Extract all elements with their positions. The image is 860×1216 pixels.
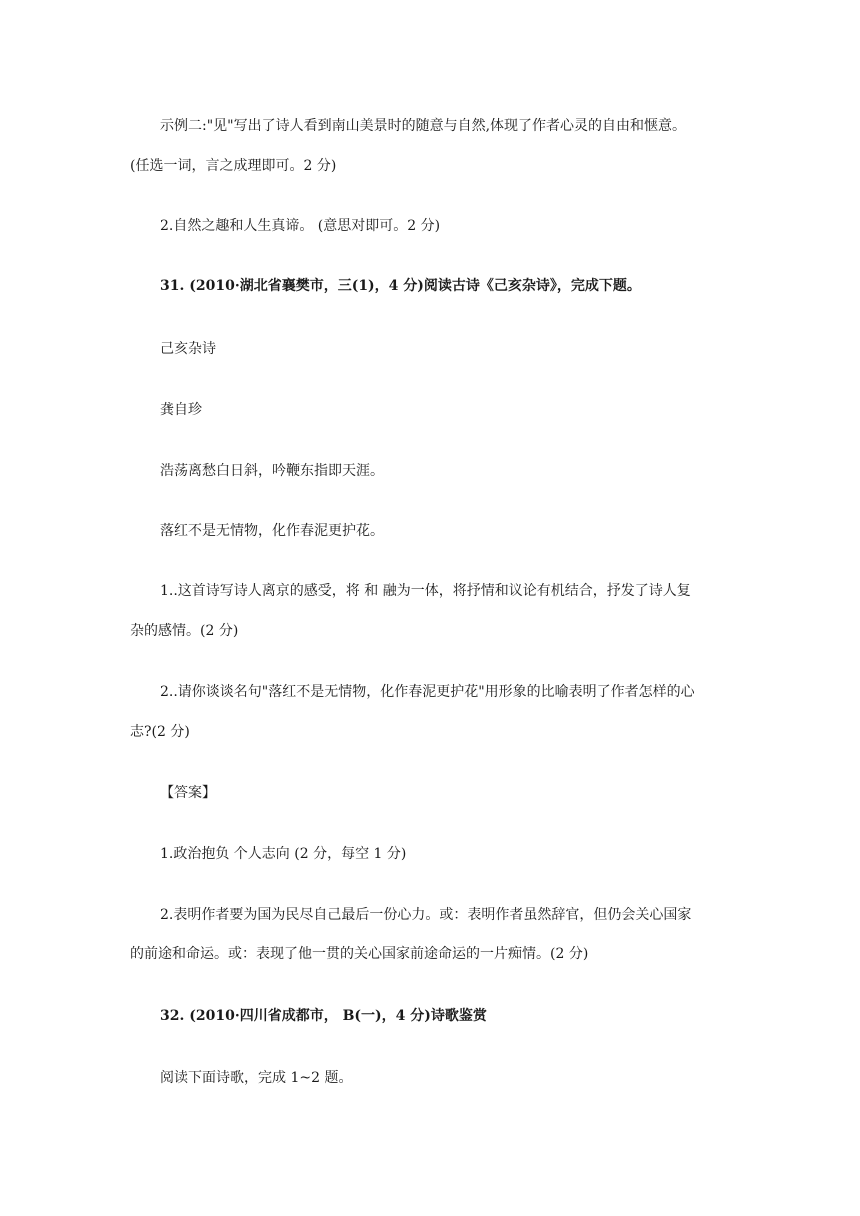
question-1-continued: 杂的感情。(2 分): [130, 623, 239, 639]
reading-instruction: 阅读下面诗歌，完成 1~2 题。: [160, 1070, 353, 1086]
example-two-text: 示例二:"见"写出了诗人看到南山美景时的随意与自然,体现了作者心灵的自由和惬意。: [160, 118, 687, 134]
question-32-heading: 32. (2010·四川省成都市， B(一)，4 分)诗歌鉴赏: [160, 1008, 487, 1024]
question-1-text: 1..这首诗写诗人离京的感受，将 和 融为一体，将抒情和议论有机结合，抒发了诗人复: [160, 583, 691, 599]
question-31-heading: 31. (2010·湖北省襄樊市，三(1)，4 分)阅读古诗《己亥杂诗》，完成下题。: [160, 278, 641, 294]
poem-title: 己亥杂诗: [160, 341, 216, 357]
answer-heading: 【答案】: [160, 785, 216, 801]
answer-2-continued: 的前途和命运。或：表现了他一贯的关心国家前途命运的一片痴情。(2 分): [130, 946, 589, 962]
poem-line-2: 落红不是无情物，化作春泥更护花。: [160, 523, 384, 539]
poem-author: 龚自珍: [160, 402, 202, 418]
answer-2-text: 2.表明作者要为国为民尽自己最后一份心力。或：表明作者虽然辞官，但仍会关心国家: [160, 907, 692, 923]
question-2-text: 2..请你谈谈名句"落红不是无情物，化作春泥更护花"用形象的比喻表明了作者怎样的心: [160, 684, 695, 700]
poem-line-1: 浩荡离愁白日斜，吟鞭东指即天涯。: [160, 463, 384, 479]
answer-2: 2.自然之趣和人生真谛。 (意思对即可。2 分): [160, 218, 441, 234]
score-note: (任选一词，言之成理即可。2 分): [130, 158, 337, 174]
question-2-continued: 志?(2 分): [130, 724, 190, 740]
answer-1: 1.政治抱负 个人志向 (2 分，每空 1 分): [160, 846, 407, 862]
